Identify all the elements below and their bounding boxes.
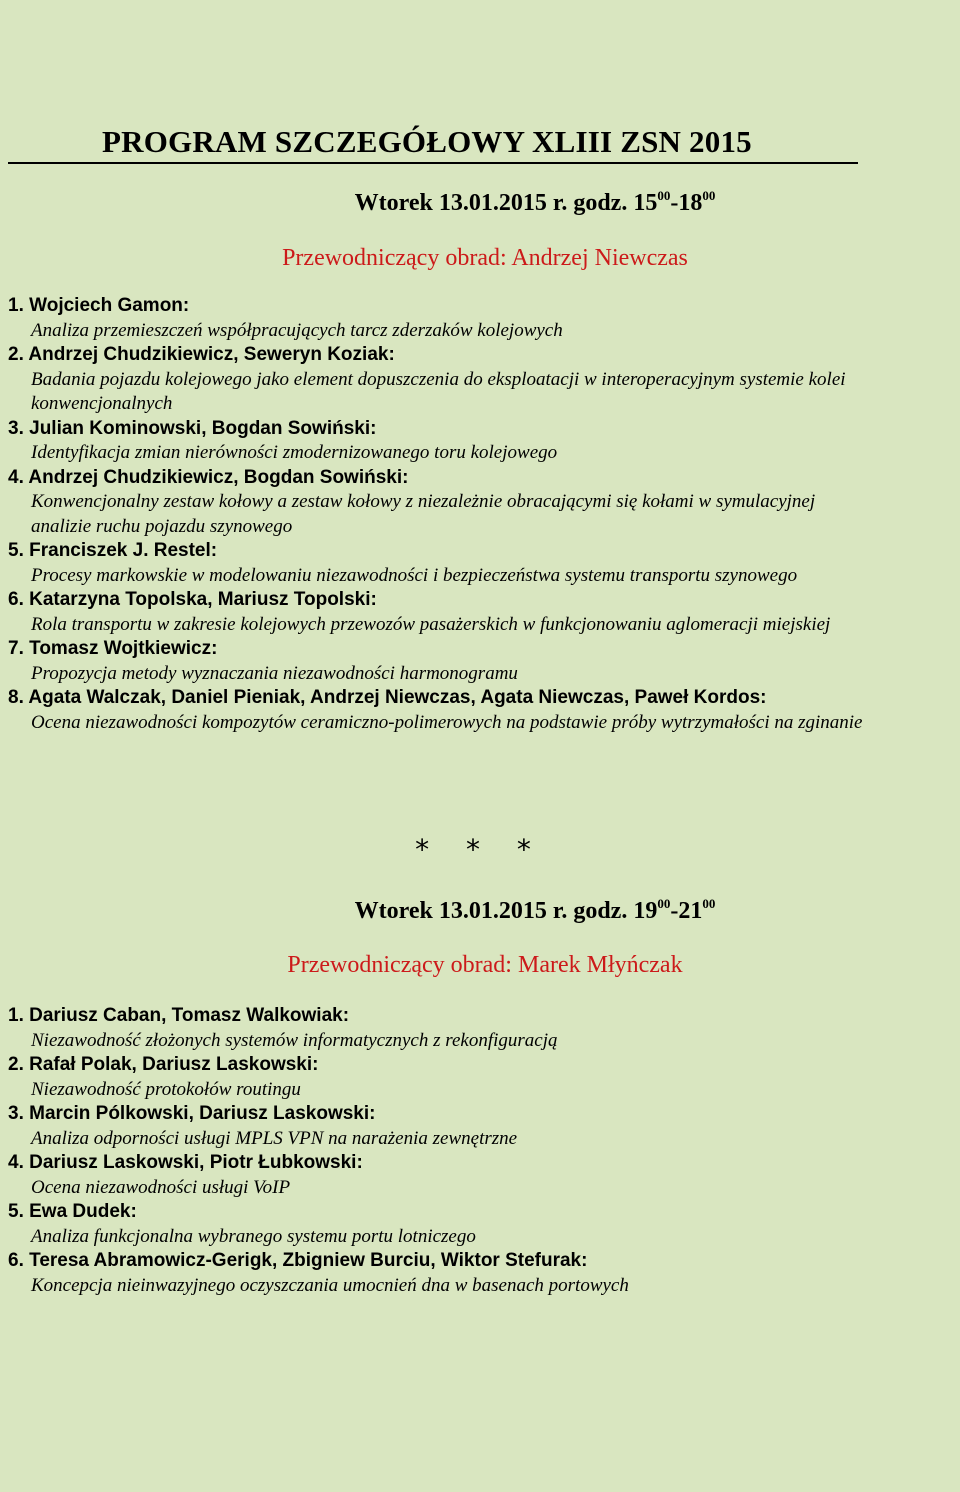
item-title: Procesy markowskie w modelowaniu niezawodności i bezpieczeństwa systemu transportu szynowego [31,564,798,586]
session-2-end-min: 00 [702,896,716,911]
item-author: 8. Agata Walczak, Daniel Pieniak, Andrzej Niewczas, Agata Niewczas, Paweł Kordos: [8,687,767,708]
item-title: Ocena niezawodności kompozytów ceramiczno-polimerowych na podstawie próby wytrzymałości na zginanie [31,711,863,733]
session-2-chair: Przewodniczący obrad: Marek Młyńczak [287,952,683,978]
list-item [8,1151,908,1200]
item-author: 5. Ewa Dudek: [8,1201,137,1222]
item-title: Analiza przemieszczeń współpracujących tarcz zderzaków kolejowych [31,319,563,341]
item-title: Analiza funkcjonalna wybranego systemu portu lotniczego [31,1225,476,1247]
item-author: 6. Katarzyna Topolska, Mariusz Topolski: [8,589,377,610]
session-1-chair: Przewodniczący obrad: Andrzej Niewczas [282,245,688,271]
page-title: PROGRAM SZCZEGÓŁOWY XLIII ZSN 2015 [102,124,752,159]
list-item [8,417,908,466]
list-item [8,1249,908,1298]
list-item [8,1004,908,1053]
session-2-start-min: 00 [657,896,671,911]
session-1-time: Wtorek 13.01.2015 r. godz. $15^{00}-18^{00}$ [354,188,716,216]
item-title: Niezawodność złożonych systemów informatycznych z rekonfiguracją [31,1029,558,1051]
list-item [8,1053,908,1102]
session-1-list [8,294,908,735]
session-2-day: Wtorek 13.01.2015 r. godz. [354,898,628,924]
item-title: Badania pojazdu kolejowego jako element dopuszczenia do eksploatacji w interoperacyjnym systemie kolei konwencjonalnych [31,368,846,414]
session-1-end-hour: 18 [678,190,703,216]
session-1-start-min: 00 [657,188,671,203]
item-author: 2. Andrzej Chudzikiewicz, Seweryn Koziak: [8,344,395,365]
session-2-time: Wtorek 13.01.2015 r. godz. $19^{00}-21^{00}$ [354,896,716,924]
item-title: Rola transportu w zakresie kolejowych przewozów pasażerskich w funkcjonowaniu aglomeracji miejskiej [31,613,831,635]
section-separator: * * * [415,833,545,866]
item-title: Ocena niezawodności usługi VoIP [31,1176,291,1198]
session-1-day: Wtorek 13.01.2015 r. godz. [354,190,628,216]
list-item [8,637,908,686]
list-item [8,588,908,637]
item-author: 4. Dariusz Laskowski, Piotr Łubkowski: [8,1152,363,1173]
list-item [8,539,908,588]
item-author: 3. Julian Kominowski, Bogdan Sowiński: [8,417,377,439]
item-author: 1. Dariusz Caban, Tomasz Walkowiak: [8,1005,350,1026]
session-2-list [8,1004,908,1298]
item-title: Analiza odporności usługi MPLS VPN na narażenia zewnętrzne [31,1127,518,1149]
item-title: Niezawodność protokołów routingu [31,1078,301,1100]
session-1-end-min: 00 [702,188,716,203]
item-author: 5. Franciszek J. Restel: [8,540,218,561]
item-author: 6. Teresa Abramowicz-Gerigk, Zbigniew Burciu, Wiktor Stefurak: [8,1250,588,1271]
session-2-end-hour: 21 [678,898,703,924]
item-author: 3. Marcin Pólkowski, Dariusz Laskowski: [8,1103,376,1124]
item-title: Propozycja metody wyznaczania niezawodności harmonogramu [31,662,518,684]
list-item [8,1200,908,1249]
list-item [8,343,908,417]
list-item [8,1102,908,1151]
list-item [8,466,908,540]
item-title: Koncepcja nieinwazyjnego oczyszczania umocnień dna w basenach portowych [31,1274,629,1296]
session-2-start-hour: 19 [633,898,658,924]
item-author: 4. Andrzej Chudzikiewicz, Bogdan Sowiński: [8,466,409,488]
item-title: Konwencjonalny zestaw kołowy a zestaw kołowy z niezależnie obracającymi się kołami w symulacyjnej analizie ruchu pojazdu szynowego [31,491,816,537]
item-title: Identyfikacja zmian nierówności zmodernizowanego toru kolejowego [31,442,558,463]
item-author: 7. Tomasz Wojtkiewicz: [8,638,218,659]
item-author: 2. Rafał Polak, Dariusz Laskowski: [8,1054,319,1075]
title-underline [8,162,858,164]
list-item [8,686,908,735]
list-item [8,294,908,343]
item-author: 1. Wojciech Gamon: [8,295,190,316]
session-1-start-hour: 15 [633,190,658,216]
